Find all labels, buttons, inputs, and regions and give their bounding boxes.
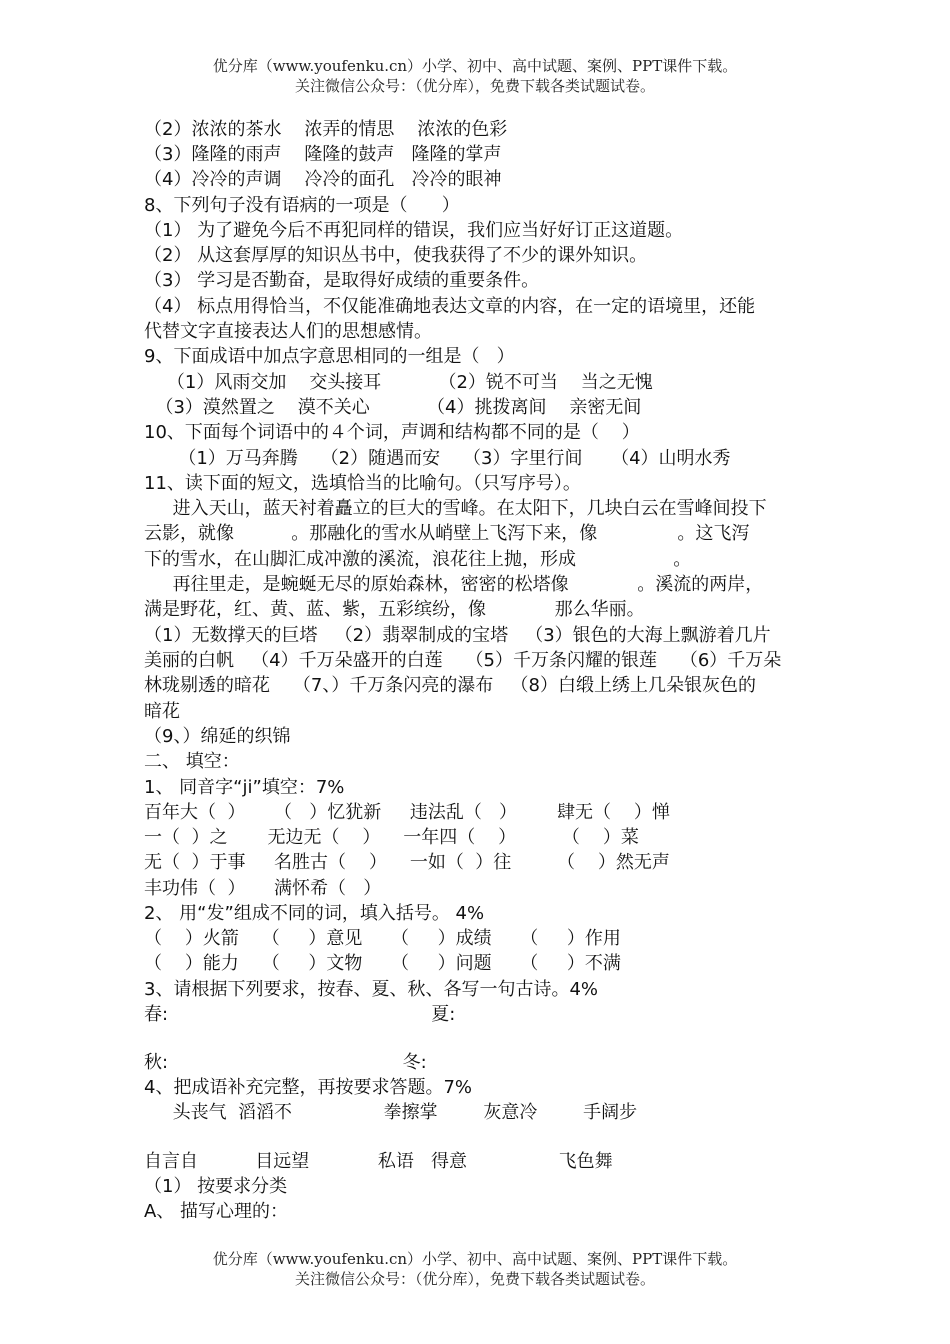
question-9-heading: 9、下面成语中加点字意思相同的一组是（ ） (144, 346, 515, 367)
text-line: （9、）绵延的织锦 (144, 726, 291, 747)
question-10-heading: 10、下面每个词语中的４个词，声调和结构都不同的是（ ） (144, 422, 640, 443)
section-2-heading: 二、 填空： (144, 751, 240, 772)
text-line: （3） 学习是否勤奋，是取得好成绩的重要条件。 (144, 270, 540, 291)
text-line: （2）浓浓的茶水 浓弄的情思 浓浓的色彩 (144, 119, 508, 140)
text-line: 4、把成语补充完整，再按要求答题。7% (144, 1077, 473, 1098)
page-header (0, 56, 950, 96)
text-line: 进入天山，蓝天衬着矗立的巨大的雪峰。在太阳下，几块白云在雪峰间投下 (144, 498, 767, 519)
text-line: 云影，就像 。那融化的雪水从峭壁上飞泻下来，像 。这飞泻 (144, 523, 750, 544)
page-footer (0, 1249, 950, 1289)
text-line: 无（ ）于事 名胜古（ ） 一如（ ）往 （ ）然无声 (144, 852, 670, 873)
text-line: 春: 夏: (144, 1004, 456, 1025)
text-line: （1） 为了避免今后不再犯同样的错误，我们应当好好订正这道题。 (144, 220, 684, 241)
text-line: （ ）能力 （ ）文物 （ ）问题 （ ）不满 (144, 953, 621, 974)
text-line: 代替文字直接表达人们的思想感情。 (144, 321, 432, 342)
header-line-2: 关注微信公众号：（优分库），免费下载各类试题试卷。 (294, 77, 655, 95)
text-line: （ ）火箭 （ ）意见 （ ）成绩 （ ）作用 (144, 928, 621, 949)
text-line: （4）冷冷的声调 冷冷的面孔 冷冷的眼神 (144, 169, 502, 190)
text-line: 美丽的白帆 （4）千万朵盛开的白莲 （5）千万条闪耀的银莲 （6）千万朵 (144, 650, 782, 671)
text-line: 丰功伟（ ） 满怀希（ ） (144, 878, 382, 899)
text-line: （1）风雨交加 交头接耳 （2）锐不可当 当之无愧 (144, 372, 653, 393)
text-line: 秋: 冬: (144, 1052, 427, 1073)
text-line: 林珑剔透的暗花 （7、）千万条闪亮的瀑布 （8）白缎上绣上几朵银灰色的 (144, 675, 756, 696)
text-line: 再往里走，是蜿蜒无尽的原始森林，密密的松塔像 。溪流的两岸， (144, 574, 764, 595)
text-line: （3）隆隆的雨声 隆隆的鼓声 隆隆的掌声 (144, 144, 502, 165)
text-line: （4） 标点用得恰当，不仅能准确地表达文章的内容，在一定的语境里，还能 (144, 296, 756, 317)
text-line: 百年大（ ） （ ）忆犹新 违法乱（ ） 肆无（ ）惮 (144, 802, 670, 823)
text-line: （1）万马奔腾 （2）随遇而安 （3）字里行间 （4）山明水秀 (144, 448, 731, 469)
question-11-heading: 11、读下面的短文，选填恰当的比喻句。（只写序号）。 (144, 473, 581, 494)
text-line: 2、 用“发”组成不同的词，填入括号。 4% (144, 903, 485, 924)
text-line: 满是野花，红、黄、蓝、紫，五彩缤纷，像 那么华丽。 (144, 599, 645, 620)
text-line: 一（ ）之 无边无（ ） 一年四（ ） （ ）菜 (144, 827, 639, 848)
text-line: 自言自 目远望 私语 得意 飞色舞 (144, 1151, 613, 1172)
text-line: 3、请根据下列要求，按春、夏、秋、各写一句古诗。4% (144, 979, 599, 1000)
text-line: A、 描写心理的： (144, 1201, 289, 1222)
text-line: （1） 按要求分类 (144, 1176, 288, 1197)
text-line: （2） 从这套厚厚的知识丛书中，使我获得了不少的课外知识。 (144, 245, 648, 266)
text-line: （1）无数撑天的巨塔 （2）翡翠制成的宝塔 （3）银色的大海上飘游着几片 (144, 625, 771, 646)
text-line: 下的雪水，在山脚汇成冲激的溪流，浪花往上抛，形成 。 (144, 549, 692, 570)
footer-line-1: 优分库（www.youfenku.cn）小学、初中、高中试题、案例、PPT课件下载。 (212, 1250, 738, 1268)
question-8-heading: 8、下列句子没有语病的一项是（ ） (144, 195, 460, 216)
text-line: 头丧气 滔滔不 拳擦掌 灰意冷 手阔步 (144, 1102, 638, 1123)
footer-line-2: 关注微信公众号：（优分库），免费下载各类试题试卷。 (294, 1270, 655, 1288)
header-line-1: 优分库（www.youfenku.cn）小学、初中、高中试题、案例、PPT课件下载。 (212, 57, 738, 75)
text-line: 暗花 (144, 701, 180, 722)
text-line: 1、 同音字“ji”填空：7% (144, 777, 345, 798)
text-line: （3）漠然置之 漠不关心 （4）挑拨离间 亲密无间 (144, 397, 642, 418)
